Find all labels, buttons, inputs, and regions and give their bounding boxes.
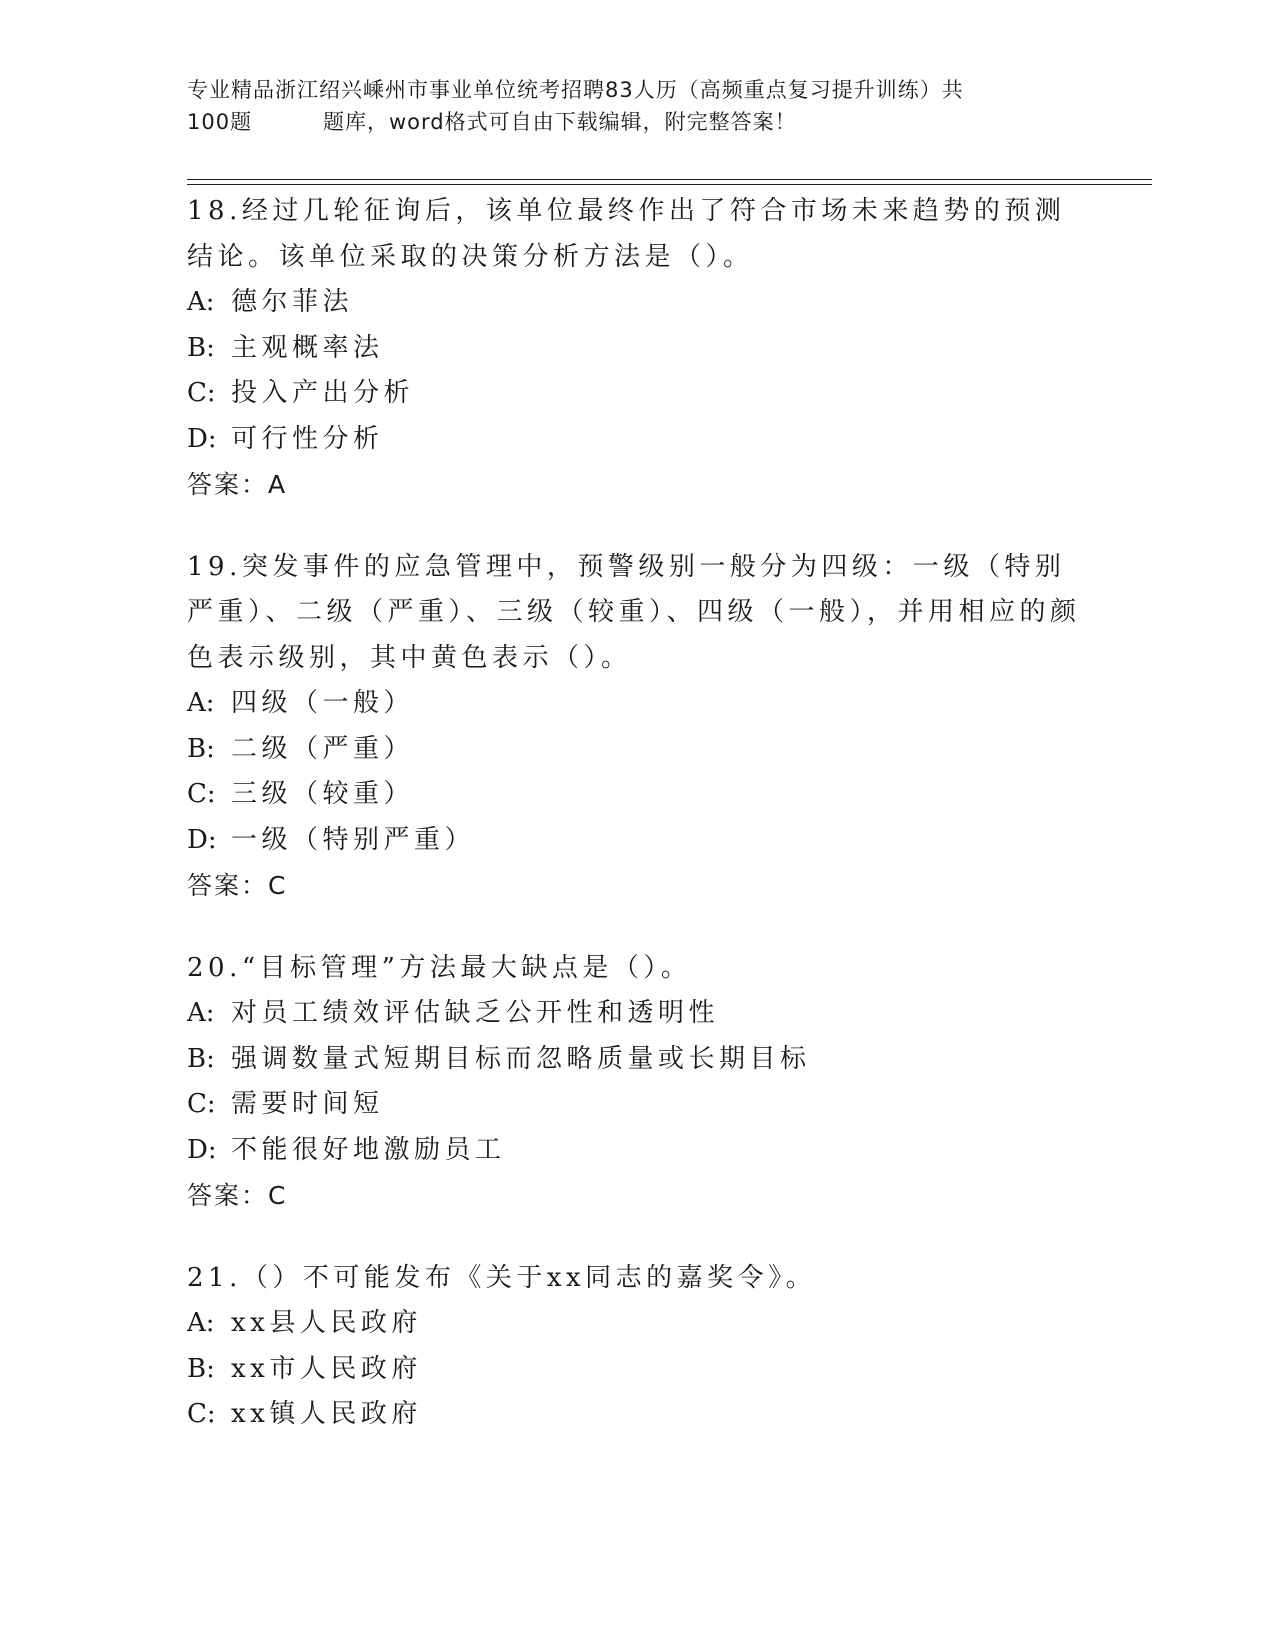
option-text: 需要时间短 [231,1089,384,1119]
option-letter: D: [187,824,217,855]
option-letter: D: [187,1134,217,1165]
option-c [187,1082,1087,1128]
option-letter: B: [187,332,215,363]
option-letter: B: [187,1043,215,1074]
option-letter: C: [187,378,216,408]
option-c [187,371,1087,417]
option-text: 可行性分析 [231,423,384,454]
option-text: 对员工绩效评估缺乏公开性和透明性 [231,998,720,1028]
option-letter: B: [187,733,215,764]
option-b [187,1347,1087,1393]
answer-label: 答案：C [187,871,288,900]
header-line-1: 专业精品浙江绍兴嵊州市事业单位统考招聘83人历（高频重点复习提升训练）共 [187,78,964,102]
option-letter: A: [187,688,215,718]
option-letter: C: [187,1089,216,1119]
header-divider-top [187,179,1152,180]
option-letter: A: [187,287,215,317]
option-text: 强调数量式短期目标而忽略质量或长期目标 [231,1043,811,1074]
option-d [187,818,1087,864]
option-text: 三级（较重） [231,779,415,809]
question-18 [187,189,1087,508]
option-text: 不能很好地激励员工 [231,1134,506,1165]
option-b [187,326,1087,372]
question-text: 21.（）不可能发布《关于xx同志的嘉奖令》。 [187,1262,817,1293]
option-text: xx市人民政府 [231,1353,422,1384]
option-text: xx县人民政府 [231,1308,422,1338]
document-header [187,74,1087,138]
option-a [187,1301,1087,1347]
option-text: 四级（一般） [231,688,415,718]
header-description: 题库，word格式可自由下载编辑，附完整答案！ [323,110,797,134]
option-text: xx镇人民政府 [231,1399,422,1429]
option-a [187,991,1087,1037]
header-line-2 [187,106,1087,138]
option-text: 二级（严重） [231,733,415,764]
question-list [187,189,1087,1475]
question-text: 20.“目标管理”方法最大缺点是（）。 [187,952,692,983]
option-letter: A: [187,1308,215,1338]
option-letter: D: [187,423,217,454]
option-text: 德尔菲法 [231,287,354,317]
question-text: 19.突发事件的应急管理中，预警级别一般分为四级：一级（特别严重）、二级（严重）、三级（较重）、四级（一般），并用相应的颜色表示级别，其中黄色表示（）。 [187,551,1081,673]
answer-label: 答案：C [187,1181,288,1210]
option-d [187,417,1087,463]
option-letter: C: [187,779,216,809]
header-question-count: 100题 [187,110,253,134]
option-letter: C: [187,1399,216,1429]
question-20 [187,946,1087,1219]
option-c [187,1392,1087,1438]
option-letter: B: [187,1353,215,1384]
option-text: 一级（特别严重） [231,824,476,855]
option-a [187,280,1087,326]
header-divider-bottom [187,184,1152,185]
question-21 [187,1256,1087,1438]
answer-label: 答案：A [187,470,288,499]
option-b [187,1037,1087,1083]
option-a [187,681,1087,727]
option-text: 投入产出分析 [231,378,415,408]
option-c [187,772,1087,818]
question-text: 18.经过几轮征询后，该单位最终作出了符合市场未来趋势的预测结论。该单位采取的决策分析方法是（）。 [187,196,1066,272]
option-b [187,727,1087,773]
option-text: 主观概率法 [231,332,384,363]
question-19 [187,545,1087,909]
option-d [187,1128,1087,1174]
option-letter: A: [187,998,215,1028]
